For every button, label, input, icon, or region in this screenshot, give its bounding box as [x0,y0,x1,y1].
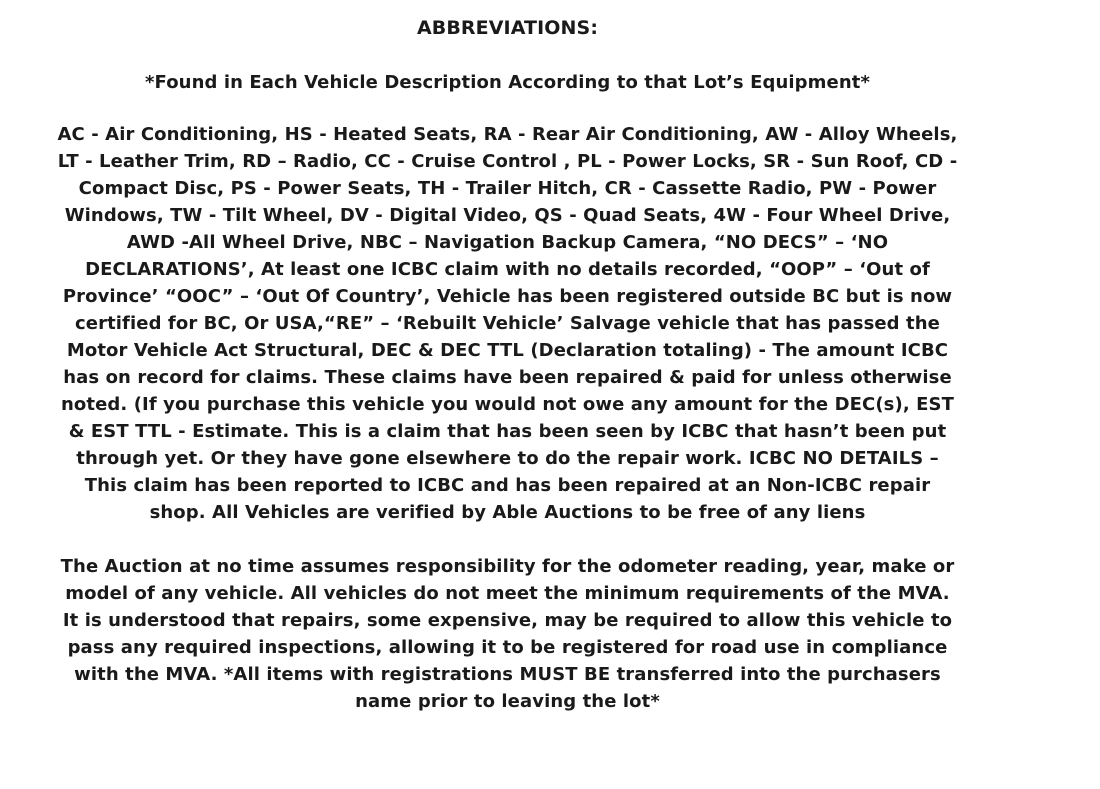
disclaimer-line: with the MVA. *All items with registrations MUST BE transferred into the purchasers [74,664,941,685]
abbreviations-line: This claim has been reported to ICBC and has been repaired at an Non-ICBC repair [84,475,931,496]
disclaimer-line: model of any vehicle. All vehicles do not meet the minimum requirements of the MVA. [65,583,950,604]
abbreviations-line: noted. (If you purchase this vehicle you would not owe any amount for the DEC(s), EST [61,394,954,415]
abbreviations-line: Motor Vehicle Act Structural, DEC & DEC TTL (Declaration totaling) - The amount ICBC [66,340,949,361]
abbreviations-line: has on record for claims. These claims have been repaired & paid for unless otherwise [63,367,952,388]
abbreviations-line: AC - Air Conditioning, HS - Heated Seats, RA - Rear Air Conditioning, AW - Alloy Wheels, [57,124,958,145]
disclaimer-line: The Auction at no time assumes responsibility for the odometer reading, year, make or [60,556,955,577]
abbreviations-line: & EST TTL - Estimate. This is a claim that has been seen by ICBC that hasn’t been put [68,421,947,442]
abbreviations-line: shop. All Vehicles are verified by Able Auctions to be free of any liens [149,502,866,523]
abbreviations-line: Compact Disc, PS - Power Seats, TH - Trailer Hitch, CR - Cassette Radio, PW - Power [78,178,937,199]
disclaimer-line: pass any required inspections, allowing it to be registered for road use in compliance [67,637,948,658]
disclaimer-line: name prior to leaving the lot* [355,691,660,712]
abbreviations-line: LT - Leather Trim, RD – Radio, CC - Cruise Control , PL - Power Locks, SR - Sun Roof, CD - [57,151,958,172]
abbreviations-line: Windows, TW - Tilt Wheel, DV - Digital Video, QS - Quad Seats, 4W - Four Wheel Drive, [64,205,951,226]
page-title: ABBREVIATIONS: [416,17,599,39]
abbreviations-line: certified for BC, Or USA,“RE” – ‘Rebuilt Vehicle’ Salvage vehicle that has passed the [75,313,940,334]
disclaimer-line: It is understood that repairs, some expensive, may be required to allow this vehicle to [62,610,953,631]
subtitle: *Found in Each Vehicle Description According to that Lot’s Equipment* [145,72,870,93]
abbreviations-line: through yet. Or they have gone elsewhere to do the repair work. ICBC NO DETAILS – [76,448,939,469]
abbreviations-line: DECLARATIONS’, At least one ICBC claim with no details recorded, “OOP” – ‘Out of [85,259,930,280]
abbreviations-line: AWD -All Wheel Drive, NBC – Navigation Backup Camera, “NO DECS” – ‘NO [126,232,889,253]
abbreviations-line: Province’ “OOC” – ‘Out Of Country’, Vehicle has been registered outside BC but is now [62,286,953,307]
